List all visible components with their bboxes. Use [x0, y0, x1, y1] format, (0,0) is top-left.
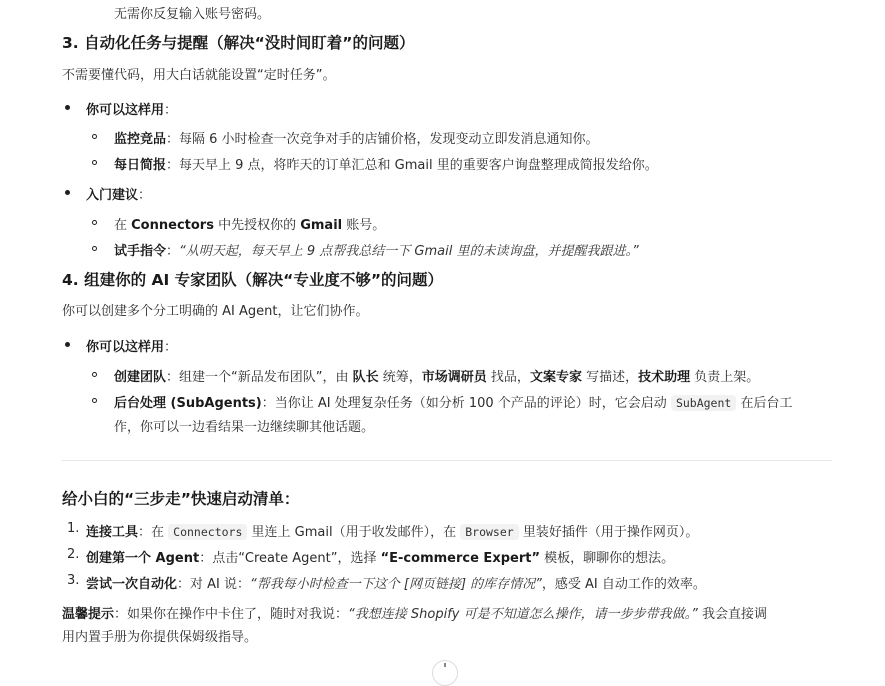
section-4-intro: 你可以创建多个分工明确的 AI Agent，让它们协作。 [62, 304, 369, 319]
list-item-continuation: 作，你可以一边看结果一边继续聊其他话题。 [114, 420, 375, 435]
scroll-down-button[interactable] [432, 660, 458, 686]
list-number: 2. [67, 547, 80, 562]
tip-paragraph: 温馨提示：如果你在操作中卡住了，随时对我说：“我想连接 Shopify 可是不知道怎么操作，请一步步带我做。” 我会直接调 [62, 607, 767, 622]
checklist-item: 创建第一个 Agent：点击“Create Agent”，选择 “E-commerce Expert” 模板，聊聊你的想法。 [86, 551, 675, 566]
section-3-tips-label: 入门建议： [86, 188, 152, 203]
list-number: 3. [67, 573, 80, 588]
section-4-heading: 4. 组建你的 AI 专家团队（解决“专业度不够”的问题） [62, 271, 444, 289]
list-item: 创建团队：组建一个“新品发布团队”，由 队长 统筹，市场调研员 找品，文案专家 写描述，技术助理 负责上架。 [114, 370, 760, 385]
list-item: 试手指令：“从明天起，每天早上 9 点帮我总结一下 Gmail 里的未读询盘，并提醒我跟进。” [114, 244, 639, 259]
list-number: 1. [67, 521, 80, 536]
sub-bullet-icon [92, 398, 97, 403]
tip-paragraph-continuation: 用内置手册为你提供保姆级指导。 [62, 630, 258, 645]
bullet-icon [65, 105, 70, 110]
checklist-item: 连接工具：在 Connectors 里连上 Gmail（用于收发邮件），在 Browser 里装好插件（用于操作网页）。 [86, 525, 699, 540]
section-3-heading: 3. 自动化任务与提醒（解决“没时间盯着”的问题） [62, 34, 415, 52]
sub-bullet-icon [92, 160, 97, 165]
section-3-usage-label: 你可以这样用： [86, 103, 178, 118]
code-subagent: SubAgent [671, 395, 736, 411]
bullet-icon [65, 342, 70, 347]
list-item: 后台处理 (SubAgents)：当你让 AI 处理复杂任务（如分析 100 个产品的评论）时，它会启动 SubAgent 在后台工 [114, 396, 793, 411]
bullet-icon [65, 190, 70, 195]
sub-bullet-icon [92, 246, 97, 251]
list-item: 监控竞品：每隔 6 小时检查一次竞争对手的店铺价格，发现变动立即发消息通知你。 [114, 132, 599, 147]
code-browser: Browser [460, 524, 518, 540]
sub-bullet-icon [92, 372, 97, 377]
section-4-usage-label: 你可以这样用： [86, 340, 178, 355]
list-item: 每日简报：每天早上 9 点，将昨天的订单汇总和 Gmail 里的重要客户询盘整理成简报发给你。 [114, 158, 658, 173]
section-3-intro: 不需要懂代码，用大白话就能设置“定时任务”。 [62, 68, 336, 83]
checklist-heading: 给小白的“三步走”快速启动清单： [62, 490, 300, 508]
list-item: 在 Connectors 中先授权你的 Gmail 账号。 [114, 218, 386, 233]
sub-bullet-icon [92, 134, 97, 139]
sub-bullet-icon [92, 220, 97, 225]
divider [62, 460, 832, 461]
continued-text: 无需你反复输入账号密码。 [114, 7, 271, 22]
code-connectors: Connectors [168, 524, 247, 540]
checklist-item: 尝试一次自动化：对 AI 说：“帮我每小时检查一下这个 [网页链接] 的库存情况”，感受 AI 自动工作的效率。 [86, 577, 706, 592]
